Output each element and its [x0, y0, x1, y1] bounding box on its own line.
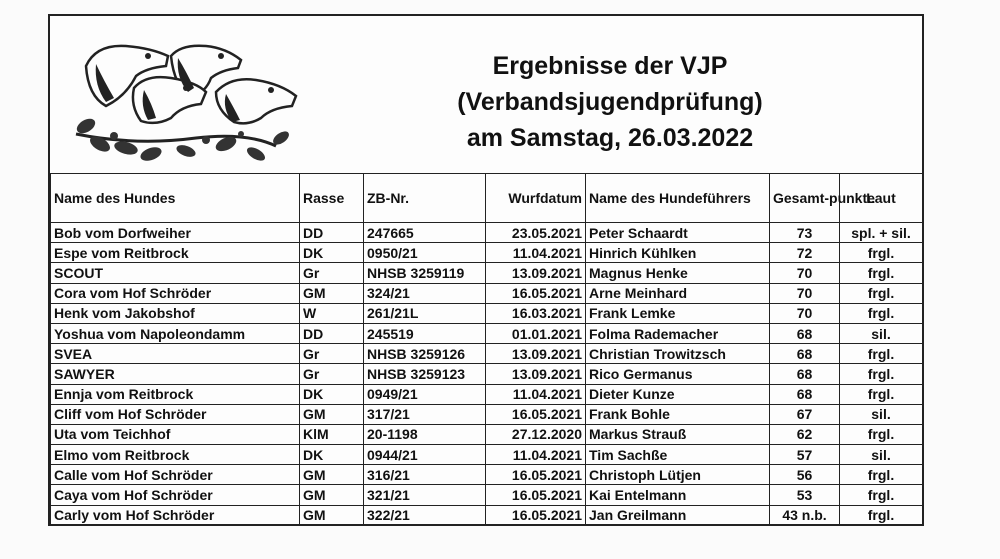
table-row — [51, 424, 923, 444]
results-table — [50, 173, 923, 526]
column-header-wurfdatum: Wurfdatum — [486, 174, 586, 223]
cell-rasse: Gr — [300, 364, 364, 384]
cell-fuehrer: Peter Schaardt — [586, 223, 770, 243]
cell-name: Espe vom Reitbrock — [51, 243, 300, 263]
cell-zb-nr: 316/21 — [364, 465, 486, 485]
title-line-3: am Samstag, 26.03.2022 — [466, 124, 754, 152]
cell-name: SVEA — [51, 344, 300, 364]
cell-fuehrer: Kai Entelmann — [586, 485, 770, 505]
table-row — [51, 263, 923, 283]
cell-rasse: GM — [300, 485, 364, 505]
cell-zb-nr: 0944/21 — [364, 445, 486, 465]
cell-rasse: DK — [300, 243, 364, 263]
cell-wurfdatum: 13.09.2021 — [486, 344, 586, 364]
table-row — [51, 323, 923, 343]
column-header-rasse: Rasse — [300, 174, 364, 223]
title-line-2: (Verbandsjugendprüfung) — [457, 88, 763, 116]
cell-wurfdatum: 11.04.2021 — [486, 384, 586, 404]
cell-punkte: 68 — [770, 344, 840, 364]
cell-punkte: 68 — [770, 364, 840, 384]
table-row — [51, 283, 923, 303]
cell-punkte: 67 — [770, 404, 840, 424]
cell-laut: frgl. — [840, 283, 923, 303]
cell-wurfdatum: 16.03.2021 — [486, 303, 586, 323]
cell-fuehrer: Arne Meinhard — [586, 283, 770, 303]
cell-punkte: 62 — [770, 424, 840, 444]
cell-zb-nr: 247665 — [364, 223, 486, 243]
cell-wurfdatum: 13.09.2021 — [486, 263, 586, 283]
cell-laut: frgl. — [840, 303, 923, 323]
table-row — [51, 223, 923, 243]
cell-rasse: GM — [300, 505, 364, 525]
title-line-1: Ergebnisse der VJP — [492, 52, 728, 80]
column-header-punkte: Gesamt-punkte — [770, 174, 840, 223]
cell-fuehrer: Dieter Kunze — [586, 384, 770, 404]
cell-punkte: 57 — [770, 445, 840, 465]
column-header-zb: ZB-Nr. — [364, 174, 486, 223]
cell-zb-nr: 245519 — [364, 323, 486, 343]
cell-laut: spl. + sil. — [840, 223, 923, 243]
cell-wurfdatum: 23.05.2021 — [486, 223, 586, 243]
cell-rasse: W — [300, 303, 364, 323]
cell-zb-nr: 0949/21 — [364, 384, 486, 404]
cell-rasse: GM — [300, 404, 364, 424]
cell-name: SAWYER — [51, 364, 300, 384]
table-row — [51, 465, 923, 485]
hunting-dogs-logo-icon — [56, 26, 316, 166]
cell-punkte: 68 — [770, 384, 840, 404]
cell-wurfdatum: 16.05.2021 — [486, 283, 586, 303]
column-header-name: Name des Hundes — [51, 174, 300, 223]
cell-zb-nr: 324/21 — [364, 283, 486, 303]
cell-fuehrer: Markus Strauß — [586, 424, 770, 444]
cell-rasse: GM — [300, 283, 364, 303]
cell-zb-nr: 321/21 — [364, 485, 486, 505]
cell-wurfdatum: 11.04.2021 — [486, 445, 586, 465]
cell-fuehrer: Frank Bohle — [586, 404, 770, 424]
cell-rasse: DD — [300, 323, 364, 343]
cell-rasse: GM — [300, 465, 364, 485]
cell-fuehrer: Jan Greilmann — [586, 505, 770, 525]
cell-name: Henk vom Jakobshof — [51, 303, 300, 323]
cell-zb-nr: 322/21 — [364, 505, 486, 525]
cell-laut: frgl. — [840, 364, 923, 384]
cell-laut: frgl. — [840, 505, 923, 525]
cell-fuehrer: Folma Rademacher — [586, 323, 770, 343]
cell-punkte: 72 — [770, 243, 840, 263]
cell-fuehrer: Christian Trowitzsch — [586, 344, 770, 364]
cell-name: Yoshua vom Napoleondamm — [51, 323, 300, 343]
cell-zb-nr: 0950/21 — [364, 243, 486, 263]
column-header-laut: Laut — [840, 174, 923, 223]
cell-laut: frgl. — [840, 263, 923, 283]
cell-punkte: 53 — [770, 485, 840, 505]
cell-name: Elmo vom Reitbrock — [51, 445, 300, 465]
results-sheet — [48, 14, 924, 526]
table-row — [51, 243, 923, 263]
table-row — [51, 384, 923, 404]
cell-name: Ennja vom Reitbrock — [51, 384, 300, 404]
cell-wurfdatum: 16.05.2021 — [486, 505, 586, 525]
cell-zb-nr: 317/21 — [364, 404, 486, 424]
cell-zb-nr: 20-1198 — [364, 424, 486, 444]
cell-name: Uta vom Teichhof — [51, 424, 300, 444]
cell-punkte: 56 — [770, 465, 840, 485]
cell-fuehrer: Hinrich Kühlken — [586, 243, 770, 263]
cell-name: SCOUT — [51, 263, 300, 283]
table-row — [51, 344, 923, 364]
cell-laut: frgl. — [840, 384, 923, 404]
table-row — [51, 485, 923, 505]
cell-name: Bob vom Dorfweiher — [51, 223, 300, 243]
table-row — [51, 364, 923, 384]
table-header-row — [51, 174, 923, 223]
table-row — [51, 303, 923, 323]
cell-punkte: 68 — [770, 323, 840, 343]
cell-zb-nr: NHSB 3259123 — [364, 364, 486, 384]
cell-rasse: DD — [300, 223, 364, 243]
cell-name: Calle vom Hof Schröder — [51, 465, 300, 485]
cell-wurfdatum: 01.01.2021 — [486, 323, 586, 343]
cell-wurfdatum: 16.05.2021 — [486, 465, 586, 485]
cell-laut: frgl. — [840, 243, 923, 263]
cell-name: Carly vom Hof Schröder — [51, 505, 300, 525]
cell-name: Cliff vom Hof Schröder — [51, 404, 300, 424]
cell-fuehrer: Magnus Henke — [586, 263, 770, 283]
cell-laut: frgl. — [840, 465, 923, 485]
cell-zb-nr: 261/21L — [364, 303, 486, 323]
cell-laut: frgl. — [840, 424, 923, 444]
cell-punkte: 70 — [770, 283, 840, 303]
cell-wurfdatum: 27.12.2020 — [486, 424, 586, 444]
cell-rasse: KlM — [300, 424, 364, 444]
cell-laut: frgl. — [840, 344, 923, 364]
cell-wurfdatum: 16.05.2021 — [486, 485, 586, 505]
cell-fuehrer: Christoph Lütjen — [586, 465, 770, 485]
document-title — [410, 48, 810, 156]
cell-zb-nr: NHSB 3259126 — [364, 344, 486, 364]
cell-fuehrer: Tim Sachße — [586, 445, 770, 465]
cell-name: Cora vom Hof Schröder — [51, 283, 300, 303]
column-header-fuehrer: Name des Hundeführers — [586, 174, 770, 223]
cell-laut: sil. — [840, 404, 923, 424]
cell-fuehrer: Rico Germanus — [586, 364, 770, 384]
cell-laut: frgl. — [840, 485, 923, 505]
table-row — [51, 404, 923, 424]
table-row — [51, 505, 923, 525]
cell-wurfdatum: 11.04.2021 — [486, 243, 586, 263]
cell-wurfdatum: 16.05.2021 — [486, 404, 586, 424]
cell-rasse: Gr — [300, 344, 364, 364]
cell-name: Caya vom Hof Schröder — [51, 485, 300, 505]
cell-rasse: DK — [300, 384, 364, 404]
cell-punkte: 70 — [770, 303, 840, 323]
cell-punkte: 43 n.b. — [770, 505, 840, 525]
cell-zb-nr: NHSB 3259119 — [364, 263, 486, 283]
cell-rasse: Gr — [300, 263, 364, 283]
table-row — [51, 445, 923, 465]
cell-fuehrer: Frank Lemke — [586, 303, 770, 323]
cell-wurfdatum: 13.09.2021 — [486, 364, 586, 384]
cell-punkte: 73 — [770, 223, 840, 243]
cell-laut: sil. — [840, 323, 923, 343]
cell-rasse: DK — [300, 445, 364, 465]
cell-laut: sil. — [840, 445, 923, 465]
document-header — [50, 16, 922, 172]
cell-punkte: 70 — [770, 263, 840, 283]
